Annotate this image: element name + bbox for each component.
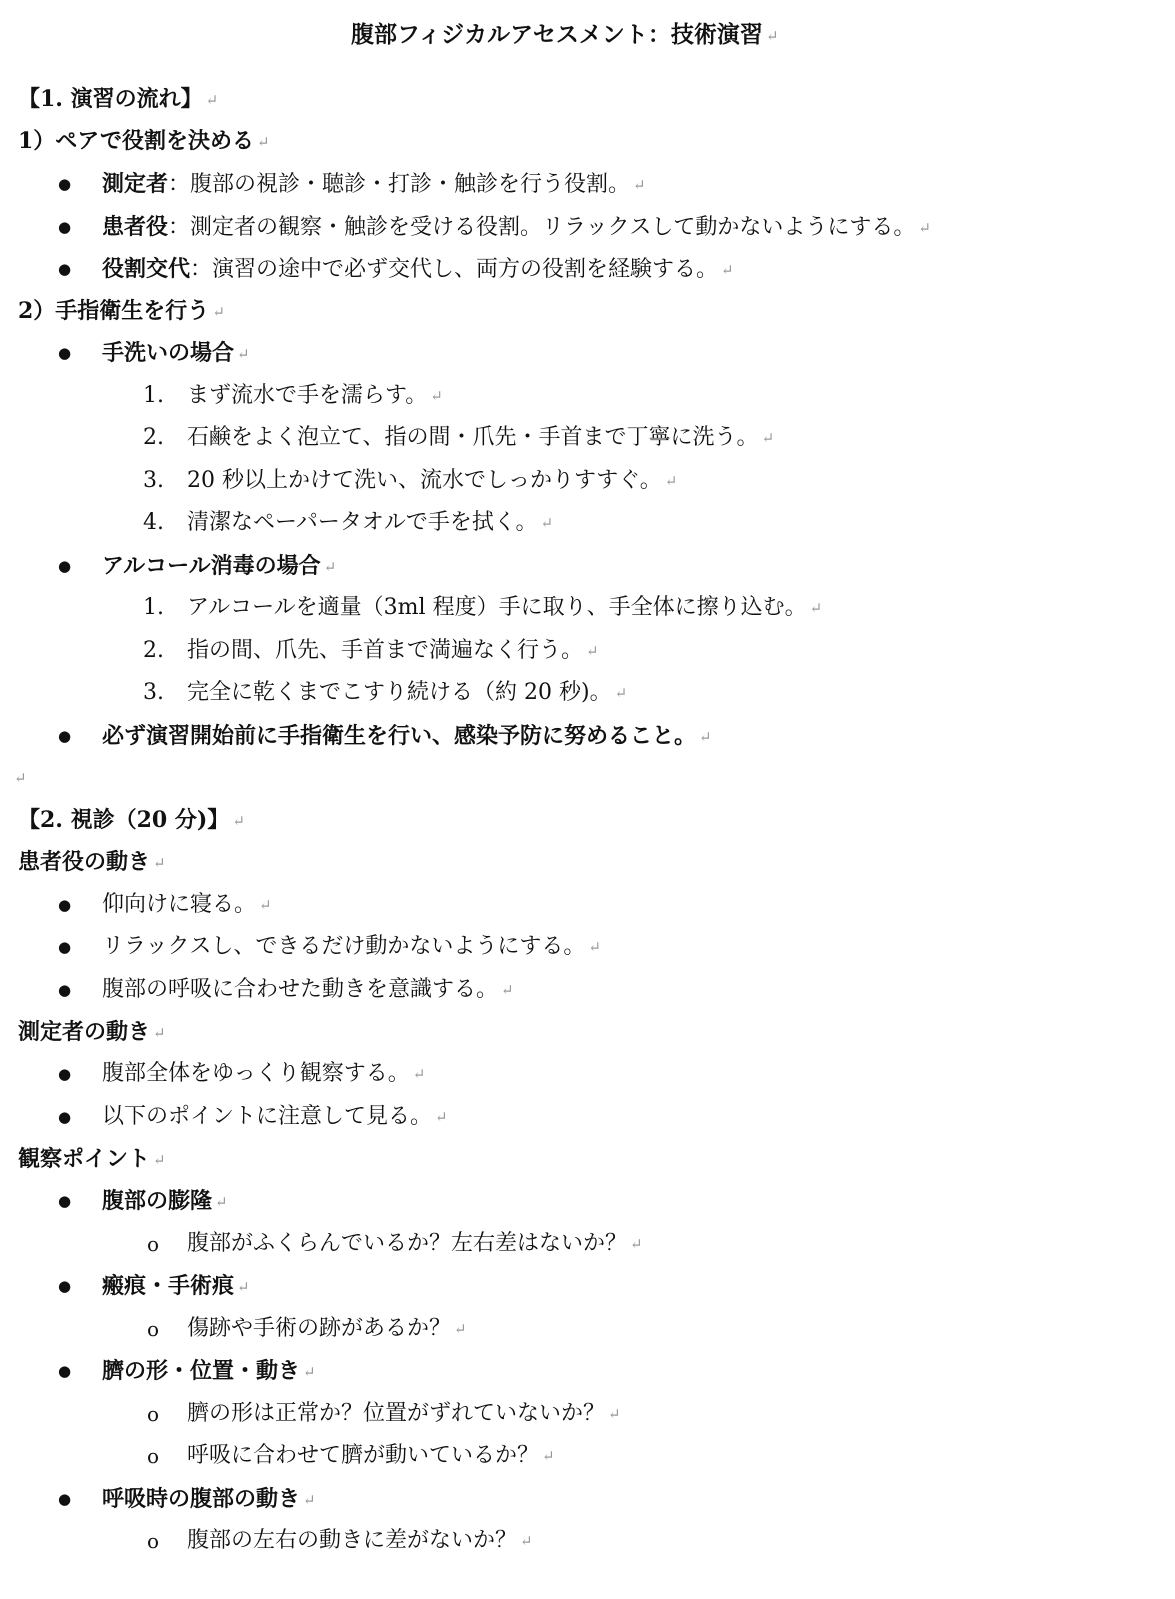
sub-bullet-icon: o (147, 1444, 160, 1468)
return-mark-icon: ↵ (259, 896, 272, 914)
hygiene-note: 必ず演習開始前に手指衛生を行い、感染予防に努めること。 ↵ (102, 723, 712, 749)
return-mark-icon: ↵ (520, 1532, 533, 1550)
return-mark-icon: ↵ (586, 642, 599, 660)
step-number: 2. (143, 638, 164, 663)
return-mark-icon: ↵ (303, 1491, 316, 1509)
step-text: 石鹸をよく泡立て、指の間・爪先・手首まで丁寧に洗う。 ↵ (187, 425, 775, 450)
sub-bullet-icon: o (147, 1529, 160, 1553)
sub-bullet-icon: o (147, 1317, 160, 1341)
subsection-heading: 患者役の動き ↵ (18, 849, 166, 875)
bullet-icon: ● (58, 1065, 72, 1083)
bullet-icon: ● (58, 218, 72, 236)
return-mark-icon: ↵ (237, 345, 250, 363)
return-mark-icon: ↵ (664, 472, 678, 490)
section-heading: 【1. 演習の流れ】 ↵ (18, 86, 219, 112)
subsection-heading: 測定者の動き ↵ (18, 1019, 166, 1045)
return-mark-icon: ↵ (323, 558, 337, 576)
list-item: 役割交代：演習の途中で必ず交代し、両方の役割を経験する。 ↵ (102, 256, 734, 282)
return-mark-icon: ↵ (153, 854, 166, 872)
list-item: 仰向けに寝る。 ↵ (102, 892, 272, 917)
list-item: 患者役：測定者の観察・触診を受ける役割。リラックスして動かないようにする。 ↵ (102, 214, 931, 240)
bullet-icon: ● (58, 981, 72, 999)
list-item: 以下のポイントに注意して見る。 ↵ (102, 1104, 448, 1129)
list-item-heading: 手洗いの場合 ↵ (102, 340, 250, 366)
return-mark-icon: ↵ (540, 514, 554, 532)
step-text: 20 秒以上かけて洗い、流水でしっかりすすぐ。 ↵ (187, 468, 678, 493)
return-mark-icon: ↵ (633, 176, 646, 194)
return-mark-icon: ↵ (205, 91, 219, 109)
step-text: 完全に乾くまでこすり続ける（約 20 秒)。 ↵ (187, 680, 628, 705)
return-mark-icon: ↵ (215, 1193, 228, 1211)
point-title: 呼吸時の腹部の動き ↵ (102, 1486, 316, 1512)
return-mark-icon: ↵ (430, 387, 443, 405)
list-item-heading: アルコール消毒の場合 ↵ (102, 553, 337, 579)
bullet-icon: ● (58, 557, 72, 575)
bullet-icon: ● (58, 1362, 72, 1380)
list-item: リラックスし、できるだけ動かないようにする。 ↵ (102, 934, 601, 959)
bullet-icon: ● (58, 727, 72, 745)
section-heading: 【2. 視診（20 分)】 ↵ (18, 807, 245, 833)
step-text: 清潔なペーパータオルで手を拭く。 ↵ (187, 510, 554, 535)
point-question: 腹部の左右の動きに差がないか？ ↵ (187, 1528, 533, 1553)
step-text: まず流水で手を濡らす。 ↵ (187, 383, 443, 408)
subsection-heading: 2）手指衛生を行う ↵ (18, 298, 225, 324)
return-mark-icon: ↵ (303, 1363, 316, 1381)
step-number: 3. (143, 468, 164, 493)
return-mark-icon: ↵ (614, 684, 628, 702)
return-mark-icon: ↵ (809, 599, 823, 617)
return-mark-icon: ↵ (212, 303, 225, 321)
return-mark-icon: ↵ (14, 769, 27, 787)
subsection-heading: 観察ポイント ↵ (18, 1146, 166, 1172)
return-mark-icon: ↵ (454, 1320, 467, 1338)
return-mark-icon: ↵ (630, 1235, 643, 1253)
bullet-icon: ● (58, 175, 72, 193)
bullet-icon: ● (58, 1108, 72, 1126)
step-text: 指の間、爪先、手首まで満遍なく行う。 ↵ (187, 638, 599, 663)
return-mark-icon: ↵ (153, 1024, 166, 1042)
bullet-icon: ● (58, 1192, 72, 1210)
bullet-icon: ● (58, 938, 72, 956)
return-mark-icon: ↵ (918, 219, 931, 237)
return-mark-icon: ↵ (588, 938, 601, 956)
point-question: 呼吸に合わせて臍が動いているか？ ↵ (187, 1443, 555, 1468)
point-question: 臍の形は正常か？位置がずれていないか？ ↵ (187, 1401, 621, 1426)
step-text: アルコールを適量（3ml 程度）手に取り、手全体に擦り込む。 ↵ (187, 595, 823, 620)
return-mark-icon: ↵ (765, 27, 779, 45)
empty-paragraph (14, 763, 27, 793)
bullet-icon: ● (58, 1490, 72, 1508)
bullet-icon: ● (58, 344, 72, 362)
bullet-icon: ● (58, 1277, 72, 1295)
return-mark-icon: ↵ (153, 1151, 166, 1169)
return-mark-icon: ↵ (501, 981, 514, 999)
bullet-icon: ● (58, 260, 72, 278)
list-item: 腹部の呼吸に合わせた動きを意識する。 ↵ (102, 977, 514, 1002)
point-question: 腹部がふくらんでいるか？左右差はないか？ ↵ (187, 1231, 643, 1256)
return-mark-icon: ↵ (232, 812, 245, 830)
step-number: 4. (143, 510, 164, 535)
return-mark-icon: ↵ (761, 429, 775, 447)
return-mark-icon: ↵ (256, 133, 270, 151)
list-item: 腹部全体をゆっくり観察する。 ↵ (102, 1061, 426, 1086)
point-title: 瘢痕・手術痕 ↵ (102, 1273, 250, 1299)
point-title: 臍の形・位置・動き ↵ (102, 1358, 316, 1384)
return-mark-icon: ↵ (721, 261, 734, 279)
return-mark-icon: ↵ (435, 1108, 448, 1126)
sub-bullet-icon: o (147, 1232, 160, 1256)
return-mark-icon: ↵ (412, 1065, 426, 1083)
bullet-icon: ● (58, 896, 72, 914)
subsection-heading: 1）ペアで役割を決める ↵ (18, 128, 270, 154)
return-mark-icon: ↵ (237, 1278, 250, 1296)
point-question: 傷跡や手術の跡があるか？ ↵ (187, 1316, 467, 1341)
list-item: 測定者：腹部の視診・聴診・打診・触診を行う役割。 ↵ (102, 171, 646, 197)
point-title: 腹部の膨隆 ↵ (102, 1188, 228, 1214)
sub-bullet-icon: o (147, 1402, 160, 1426)
step-number: 1. (143, 383, 164, 408)
return-mark-icon: ↵ (608, 1405, 621, 1423)
step-number: 2. (143, 425, 164, 450)
return-mark-icon: ↵ (699, 728, 712, 746)
step-number: 1. (143, 595, 164, 620)
document-title: 腹部フィジカルアセスメント：技術演習 ↵ (351, 21, 779, 48)
return-mark-icon: ↵ (542, 1447, 555, 1465)
step-number: 3. (143, 680, 164, 705)
